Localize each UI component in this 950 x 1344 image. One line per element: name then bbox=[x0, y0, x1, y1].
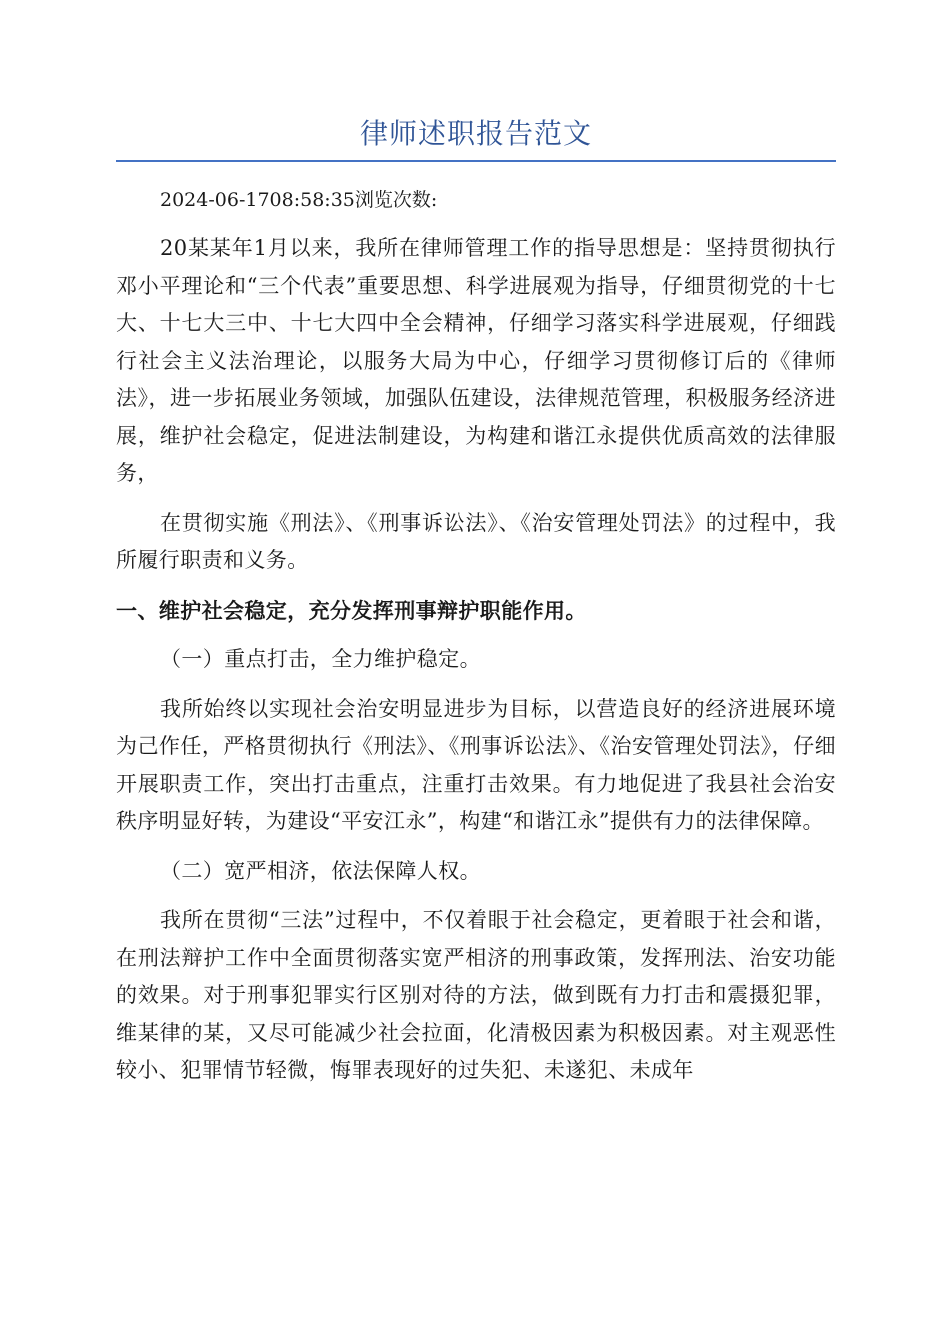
subheading-2: （二）宽严相济，依法保障人权。 bbox=[160, 858, 481, 883]
paragraph-intro: 20某某年1月以来，我所在律师管理工作的指导思想是：坚持贯彻执行邓小平理论和“三个代表”重要思想、科学进展观为指导，仔细贯彻党的十七大、十七大三中、十七大四中全会精神，仔细学习落实科学进展观，仔细践行社会主义法治理论，以服务大局为中心，仔细学习贯彻修订后的《律师法》，进一步拓展业务领域，加强队伍建设，法律规范管理，积极服务经济进展，维护社会稳定，促进法制建设，为构建和谐江永提供优质高效的法律服务， bbox=[116, 236, 836, 485]
section-heading-1: 一、维护社会稳定，充分发挥刑事辩护职能作用。 bbox=[116, 597, 587, 623]
document-title: 律师述职报告范文 bbox=[359, 117, 592, 150]
meta-line: 2024-06-1708:58:35浏览次数: bbox=[160, 189, 438, 211]
paragraph-sub1: 我所始终以实现社会治安明显进步为目标，以营造良好的经济进展环境为己作任，严格贯彻执行《刑法》、《刑事诉讼法》、《治安管理处罚法》，仔细开展职责工作，突出打击重点，注重打击效果。有力地促进了我县社会治安秩序明显好转，为建设“平安江永”，构建“和谐江永”提供有力的法律保障。 bbox=[116, 696, 836, 833]
subheading-1: （一）重点打击，全力维护稳定。 bbox=[160, 647, 481, 671]
document-page bbox=[116, 100, 836, 1102]
paragraph-duties: 在贯彻实施《刑法》、《刑事诉讼法》、《治安管理处罚法》的过程中，我所履行职责和义务。 bbox=[116, 510, 836, 572]
paragraph-sub2: 我所在贯彻“三法”过程中，不仅着眼于社会稳定，更着眼于社会和谐，在刑法辩护工作中全面贯彻落实宽严相济的刑事政策，发挥刑法、治安功能的效果。对于刑事犯罪实行区别对待的方法，做到既有力打击和震摄犯罪，维某律的某，又尽可能减少社会拉面，化清极因素为积极因素。对主观恶性较小、犯罪情节轻微，悔罪表现好的过失犯、未遂犯、未成年 bbox=[116, 908, 836, 1082]
title-underline bbox=[116, 160, 836, 162]
